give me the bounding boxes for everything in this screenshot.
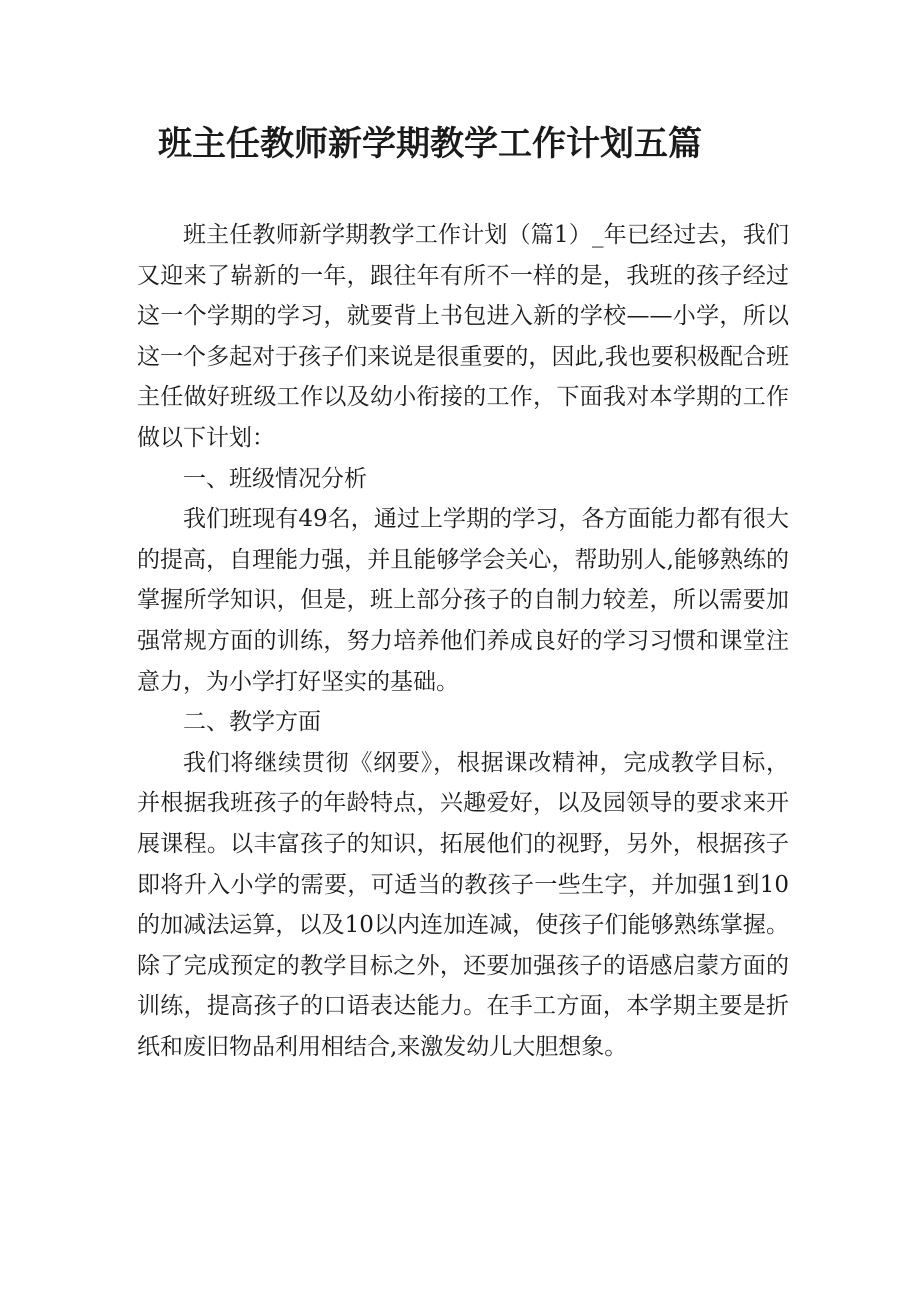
section-heading-class-analysis: 一、班级情况分析 [183,465,367,492]
intro-paragraph: 班主任教师新学期教学工作计划（篇1）_年已经过去，我们又迎来了崭新的一年，跟往年有所不一样的是，我班的孩子经过这一个学期的学习，就要背上书包进入新的学校——小学，所以这一个多起对于孩子们来说是很重要的，因此,我也要积极配合班主任做好班级工作以及幼小衔接的工作，下面我对本学期的工作做以下计划： [137,222,789,451]
section-heading-teaching: 二、教学方面 [183,709,321,736]
document-body [137,215,789,1067]
class-analysis-paragraph: 我们班现有49名，通过上学期的学习，各方面能力都有很大的提高，自理能力强，并且能够学会关心，帮助别人,能够熟练的掌握所学知识，但是，班上部分孩子的自制力较差，所以需要加强常规方面的训练，努力培养他们养成良好的学习习惯和课堂注意力，为小学打好坚实的基础。 [137,506,789,695]
document-title: 班主任教师新学期教学工作计划五篇 [158,124,702,164]
teaching-paragraph: 我们将继续贯彻《纲要》，根据课改精神，完成教学目标，并根据我班孩子的年龄特点，兴趣爱好，以及园领导的要求来开展课程。以丰富孩子的知识，拓展他们的视野，另外，根据孩子即将升入小学的需要，可适当的教孩子一些生字，并加强1到10的加减法运算，以及10以内连加连减，使孩子们能够熟练掌握。除了完成预定的教学目标之外，还要加强孩子的语感启蒙方面的训练，提高孩子的口语表达能力。在手工方面，本学期主要是折纸和废旧物品利用相结合,来激发幼儿大胆想象。 [137,749,789,1060]
